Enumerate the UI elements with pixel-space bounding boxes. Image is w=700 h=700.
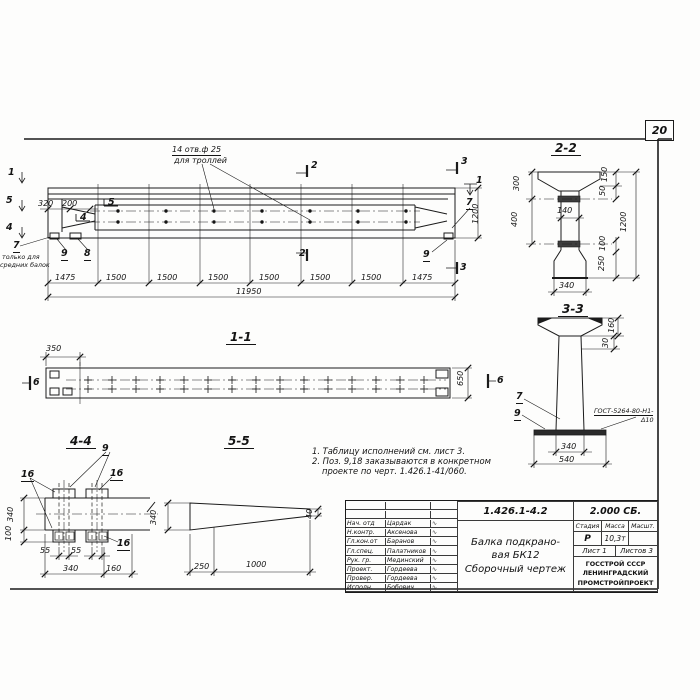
note-line3: проекте по черт. 1.426.1-41/060. [322, 466, 467, 476]
elev-bottom-dim-3: 1500 [208, 273, 229, 282]
elev-flag-5: 5 [108, 197, 115, 208]
signature-cell: Рук. гр. [347, 557, 386, 564]
s22-dim-1200: 1200 [619, 211, 628, 232]
mass-header: Масса [601, 520, 629, 532]
s44-pos-16-c: 16 [117, 538, 131, 549]
elev-pos-8: 8 [84, 248, 91, 259]
s11-dim-350: 350 [46, 344, 62, 353]
doc-series-cell [573, 501, 658, 521]
note-line2: 2. Поз. 9,18 заказываются в конкретном [312, 456, 491, 466]
sheet-cell: Лист 1 [573, 545, 616, 557]
org-line1: ГОССТРОЙ СССР [585, 560, 646, 569]
signature-cell: Гордеева [387, 575, 431, 582]
elev-pos-9-right: 9 [423, 249, 430, 260]
signature-cell: Гл.кон.от [347, 538, 386, 545]
signature-row [346, 537, 458, 546]
s22-dim-100: 100 [598, 235, 607, 251]
scale-header: Масшт. [628, 520, 658, 532]
signature-cell: Цардак [387, 520, 431, 527]
elev-dim-1200: 1200 [471, 203, 480, 224]
signature-cell: ∿ [432, 574, 438, 582]
s11-mark-6-left: 6 [33, 377, 40, 388]
s22-dim-400: 400 [510, 211, 519, 227]
s33-dim-340: 340 [561, 442, 577, 451]
s22-dim-50: 50 [598, 185, 607, 196]
sheet-number: 20 [651, 124, 668, 137]
elev-bottom-dim-4: 1500 [259, 273, 280, 282]
signature-cell [387, 502, 431, 509]
s44-dim-55b: 55 [71, 546, 82, 555]
signature-cell: Бобович [387, 584, 431, 591]
s33-title: 3-3 [558, 303, 588, 317]
elev-bottom-dim-0: 1475 [55, 273, 76, 282]
elev-mark-5-left: 5 [6, 195, 13, 206]
signature-row [346, 574, 458, 583]
s22-title: 2-2 [551, 142, 581, 156]
signature-cell: Мединский [387, 557, 431, 564]
s44-dim-340v: 340 [6, 506, 15, 522]
signature-cell: Гордеева [387, 566, 431, 573]
title-block [345, 500, 658, 593]
stage-value: Р [573, 531, 602, 546]
elev-pos-9: 9 [61, 248, 68, 259]
s44-pos-16-b: 16 [110, 468, 124, 479]
revision-row [346, 501, 458, 510]
elev-mark-2-bot: 2 [299, 248, 306, 259]
organization-cell [573, 556, 658, 592]
signature-cell [347, 502, 386, 509]
drawing-title-line3: Сборочный чертеж [464, 563, 567, 575]
elev-bottom-dim-1: 1500 [106, 273, 127, 282]
signature-cell [432, 502, 456, 509]
elev-mark-4-left: 4 [6, 222, 13, 233]
sheet-number-box [645, 120, 674, 141]
mass-value: 10,3т [601, 531, 629, 546]
signature-cell: Палатников [387, 548, 431, 555]
scale-value [628, 531, 658, 546]
s22-dim-150: 150 [600, 166, 609, 182]
elev-dim-200: 200 [62, 199, 78, 208]
signature-cell: Нач. отд [347, 520, 386, 527]
s22-dim-300: 300 [512, 175, 521, 191]
s11-mark-6-right: 6 [497, 375, 504, 386]
s11-dim-650: 650 [456, 370, 465, 386]
signature-cell: Исполн. [347, 584, 386, 591]
drawing-title-line2: вая БК12 [491, 550, 540, 562]
elev-bottom-dim-7: 1475 [412, 273, 433, 282]
s55-dim-250: 250 [194, 562, 210, 571]
signature-cell: ∿ [432, 520, 438, 528]
signature-cell [347, 511, 386, 518]
drawing-title-cell [457, 520, 574, 592]
elev-mark-1-right: 1 [476, 175, 483, 186]
signature-row [346, 583, 458, 592]
drawing-title-line1: Балка подкрано- [470, 536, 561, 548]
signature-cell [432, 511, 456, 518]
s11-title: 1-1 [226, 331, 256, 345]
elev-total-dim: 11950 [236, 287, 262, 296]
sheets-cell: Листов 3 [615, 545, 658, 557]
elev-mark-1-left: 1 [8, 167, 15, 178]
signature-cell [387, 511, 431, 518]
signature-row [346, 556, 458, 565]
signature-table [346, 501, 458, 592]
elev-bottom-dim-5: 1500 [310, 273, 331, 282]
s33-weld-line1: ГОСТ-5264-80-Н1- [594, 407, 654, 415]
s22-dim-250: 250 [597, 255, 606, 271]
elev-bottom-dim-2: 1500 [157, 273, 178, 282]
signature-row [346, 519, 458, 528]
s33-pos-9: 9 [514, 408, 521, 419]
signature-cell: Проект. [347, 566, 386, 573]
note-line1: 1. Таблицу исполнений см. лист 3. [312, 446, 466, 456]
doc-code-cell [457, 501, 574, 521]
signature-row [346, 528, 458, 537]
signature-cell: Аксенова [387, 529, 431, 536]
s33-dim-30: 30 [601, 337, 610, 348]
signature-cell: ∿ [432, 538, 438, 546]
elev-pos-7: 7 [13, 240, 20, 251]
s44-dim-160: 160 [106, 564, 122, 573]
org-line3: ПРОМСТРОЙПРОЕКТ [577, 578, 654, 587]
s33-pos-7: 7 [516, 391, 523, 402]
signature-cell: Провер. [347, 575, 386, 582]
elev-pos-7-right: 7 [466, 197, 473, 208]
s44-pos-16-a: 16 [21, 469, 35, 480]
s44-dim-55a: 55 [40, 546, 51, 555]
elev-dim-320: 320 [38, 199, 54, 208]
s33-dim-540: 540 [559, 455, 575, 464]
elev-mark-3-bot: 3 [460, 262, 467, 273]
s44-dim-100: 100 [4, 525, 13, 541]
elev-note-only-line2: средних балок [0, 261, 50, 269]
s22-dim-340: 340 [559, 281, 575, 290]
s55-dim-340: 340 [149, 509, 158, 525]
elev-mark-3-top: 3 [461, 156, 468, 167]
org-line2: ЛЕНИНГРАДСКИЙ [582, 569, 649, 578]
s55-dim-1000: 1000 [246, 560, 267, 569]
signature-cell: ∿ [432, 547, 438, 555]
doc-series: 2.000 СБ. [589, 505, 642, 517]
signature-cell: ∿ [432, 529, 438, 537]
s44-pos-9: 9 [102, 443, 109, 454]
signature-cell: Гл.спец. [347, 548, 386, 555]
s55-dim-40: 40 [305, 508, 314, 519]
elev-holes-note-line2: для троллей [174, 156, 227, 165]
doc-code: 1.426.1-4.2 [483, 505, 548, 517]
elev-note-only-line1: только для [2, 253, 40, 261]
elev-bottom-dim-6: 1500 [361, 273, 382, 282]
s22-dim-140: 140 [557, 206, 573, 215]
signature-row [346, 565, 458, 574]
s44-title: 4-4 [66, 435, 96, 449]
s44-dim-340b: 340 [63, 564, 79, 573]
signature-cell: ∿ [432, 565, 438, 573]
elev-mark-2-top: 2 [311, 160, 318, 171]
s33-weld-line2: Δ10 [641, 416, 654, 424]
signature-cell: Баранов [387, 538, 431, 545]
elev-flag-4: 4 [80, 212, 87, 223]
elev-holes-note-line1: 14 отв.ф 25 [172, 145, 222, 154]
s33-dim-160: 160 [607, 317, 616, 333]
signature-row [346, 547, 458, 556]
signature-cell: Н.контр. [347, 529, 386, 536]
signature-cell: ∿ [432, 556, 438, 564]
revision-row [346, 510, 458, 519]
signature-cell: ∿ [432, 583, 438, 591]
stage-header: Стадия [573, 520, 602, 532]
s55-title: 5-5 [224, 435, 254, 449]
